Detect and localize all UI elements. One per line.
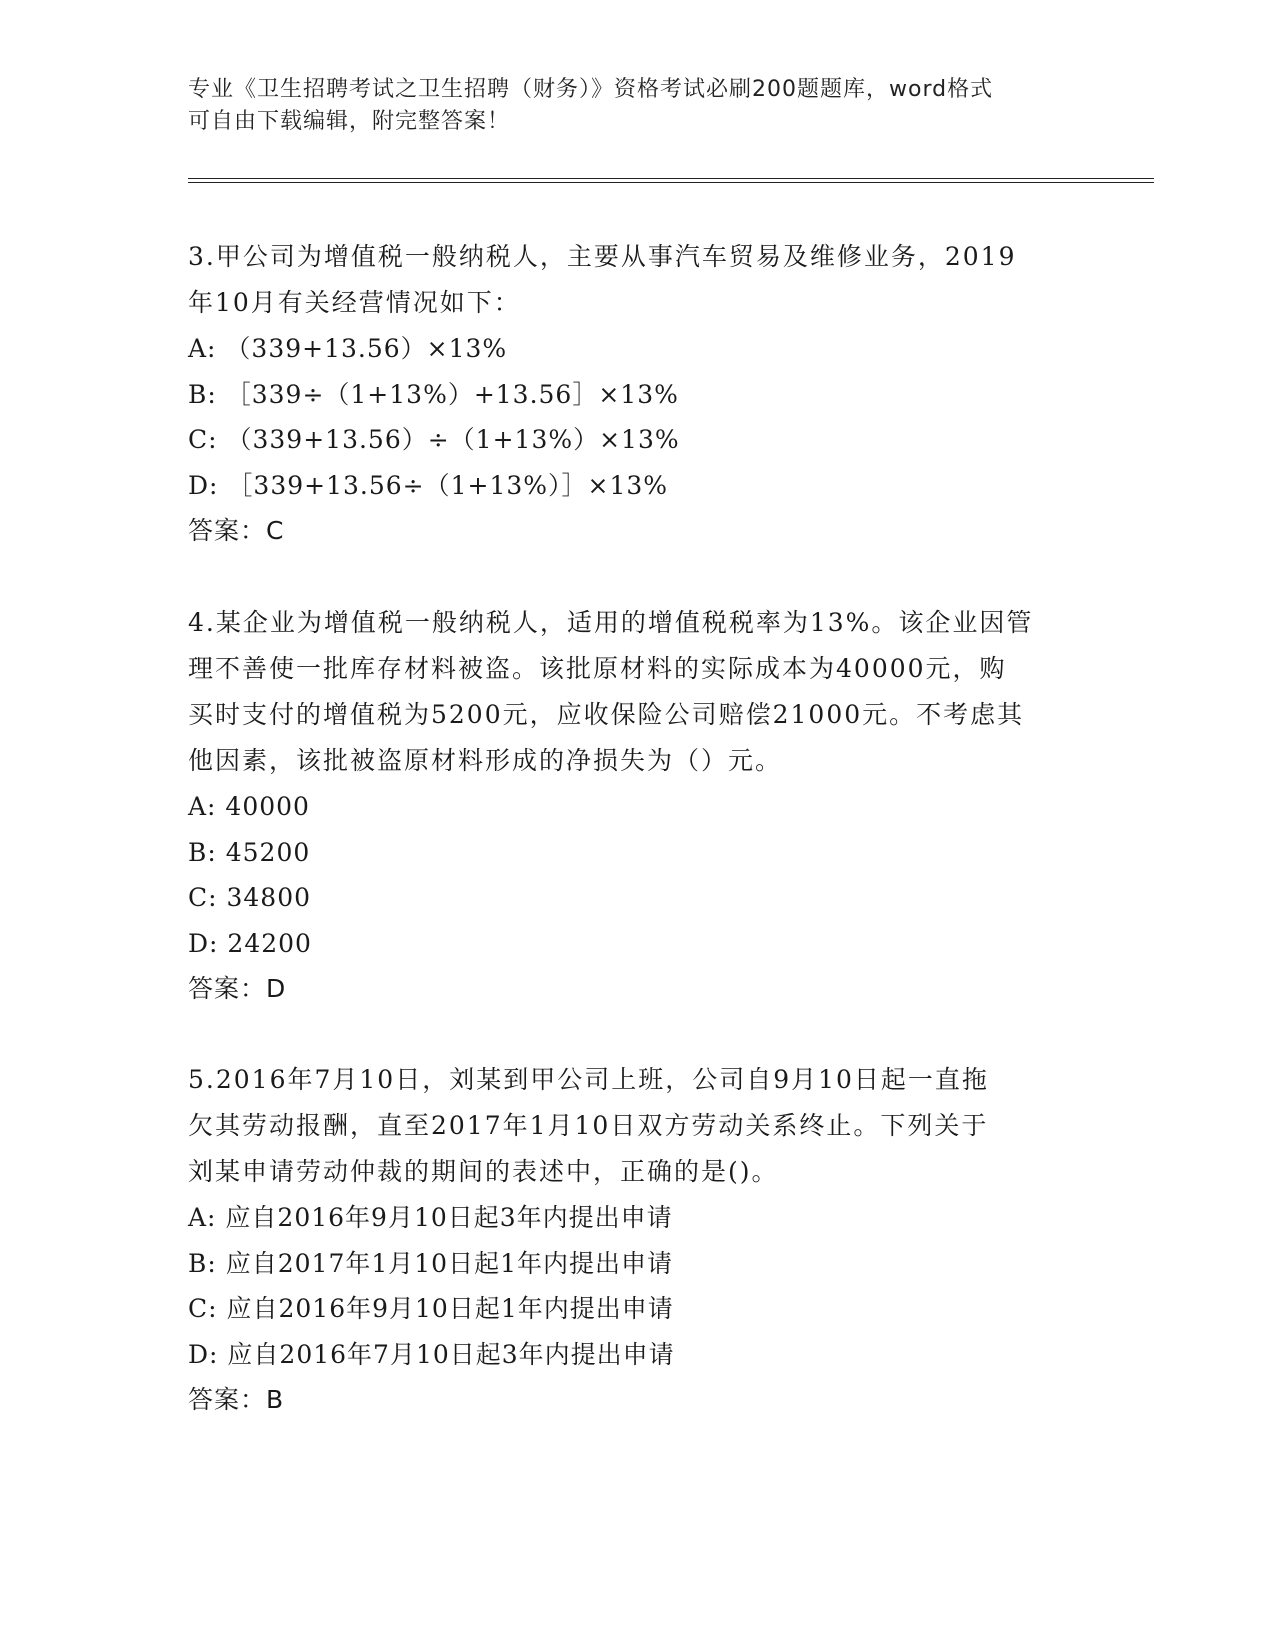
question-stem (188, 600, 1088, 784)
answer-label: 答案：D (188, 974, 287, 1003)
header-title-line-2: 可自由下载编辑，附完整答案！ (188, 109, 511, 134)
document-header (188, 74, 1068, 138)
question-stem-line: 他因素，该批被盗原材料形成的净损失为（）元。 (188, 746, 783, 775)
option-d: D: 应自2016年7月10日起3年内提出申请 (188, 1339, 675, 1369)
option-c: C: 34800 (188, 883, 312, 912)
question-stem-line: 5.2016年7月10日，刘某到甲公司上班，公司自9月10日起一直拖 (188, 1065, 989, 1094)
question-stem-line: 刘某申请劳动仲裁的期间的表述中，正确的是()。 (188, 1157, 779, 1186)
option-d: D: 24200 (188, 928, 312, 958)
answer-label: 答案：B (188, 1385, 285, 1414)
option-c: C: （339+13.56）÷（1+13%）×13% (188, 425, 680, 454)
question-stem (188, 1057, 1088, 1195)
question-stem-line: 欠其劳动报酬，直至2017年1月10日双方劳动关系终止。下列关于 (188, 1111, 989, 1140)
option-b: B: 45200 (188, 837, 311, 867)
question-5 (188, 1057, 1088, 1423)
question-stem-line: 3.甲公司为增值税一般纳税人，主要从事汽车贸易及维修业务，2019 (188, 242, 1017, 271)
question-3 (188, 234, 1088, 554)
header-divider-top (188, 178, 1154, 179)
option-a: A: 40000 (188, 792, 310, 821)
option-a: A: （339+13.56）×13% (188, 334, 508, 363)
option-d: D: ［339+13.56÷（1+13%）］×13% (188, 470, 669, 500)
option-b: B: ［339÷（1+13%）+13.56］×13% (188, 379, 679, 409)
question-stem-line: 4.某企业为增值税一般纳税人，适用的增值税税率为13%。该企业因管 (188, 608, 1034, 637)
header-title-line-1: 专业《卫生招聘考试之卫生招聘（财务）》资格考试必刷200题题库，word格式 (188, 77, 994, 102)
header-divider-bottom (188, 182, 1154, 183)
question-stem-line: 理不善使一批库存材料被盗。该批原材料的实际成本为40000元，购 (188, 654, 1007, 683)
question-stem-line: 年10月有关经营情况如下： (188, 288, 521, 317)
question-stem-line: 买时支付的增值税为5200元，应收保险公司赔偿21000元。不考虑其 (188, 700, 1025, 729)
answer-label: 答案：C (188, 516, 285, 545)
question-stem (188, 234, 1088, 326)
option-a: A: 应自2016年9月10日起3年内提出申请 (188, 1203, 673, 1232)
option-b: B: 应自2017年1月10日起1年内提出申请 (188, 1248, 673, 1278)
question-4 (188, 600, 1088, 1012)
option-c: C: 应自2016年9月10日起1年内提出申请 (188, 1294, 674, 1323)
